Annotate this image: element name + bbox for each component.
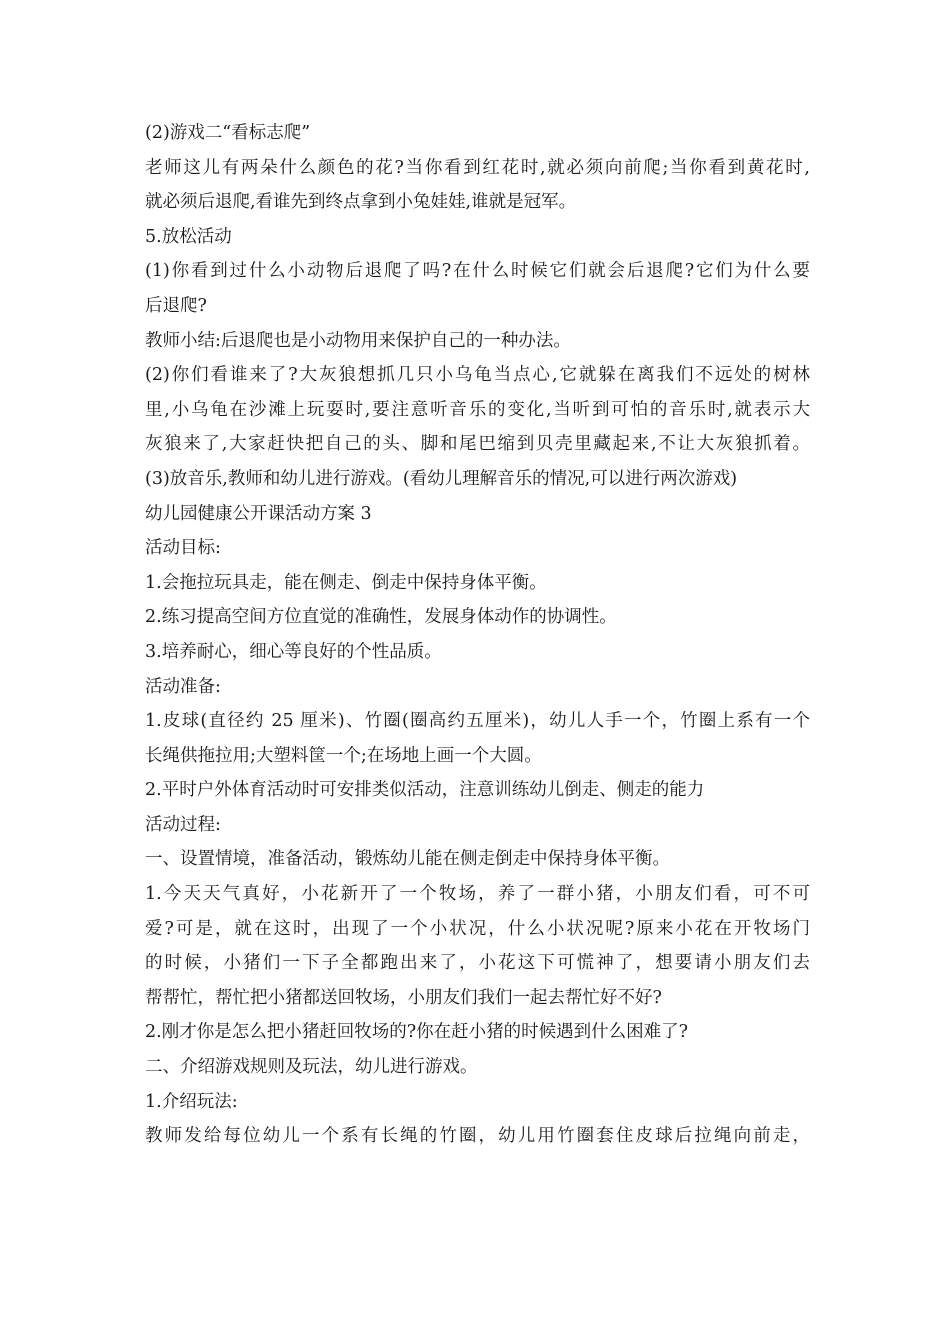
text-line: 老师这儿有两朵什么颜色的花?当你看到红花时,就必须向前爬;当你看到黄花时,: [145, 157, 810, 178]
text-line: 1.今天天气真好，小花新开了一个牧场，养了一群小猪，小朋友们看，可不可: [145, 884, 810, 905]
text-line: 二、介绍游戏规则及玩法，幼儿进行游戏。: [145, 1057, 478, 1078]
text-line: 帮帮忙，帮忙把小猪都送回牧场，小朋友们我们一起去帮忙好不好?: [145, 987, 662, 1008]
text-line: (1)你看到过什么小动物后退爬了吗?在什么时候它们就会后退爬?它们为什么要: [145, 261, 810, 282]
text-line: 2.刚才你是怎么把小猪赶回牧场的?你在赶小猪的时候遇到什么困难了?: [145, 1022, 688, 1043]
text-line: (3)放音乐,教师和幼儿进行游戏。(看幼儿理解音乐的情况,可以进行两次游戏): [145, 468, 738, 489]
section-heading: 活动过程:: [145, 814, 221, 835]
text-line: 就必须后退爬,看谁先到终点拿到小兔娃娃,谁就是冠军。: [145, 192, 577, 213]
section-heading: 5.放松活动: [145, 226, 232, 247]
section-heading: 活动目标:: [145, 538, 221, 559]
section-heading: 活动准备:: [145, 676, 221, 697]
text-line: 教师发给每位幼儿一个系有长绳的竹圈，幼儿用竹圈套住皮球后拉绳向前走，: [145, 1126, 810, 1147]
text-line: 1.介绍玩法:: [145, 1091, 238, 1112]
text-line: 2.练习提高空间方位直觉的准确性，发展身体动作的协调性。: [145, 607, 617, 628]
text-line: 长绳供拖拉用;大塑料筐一个;在场地上画一个大圆。: [145, 745, 542, 766]
text-line: 一、设置情境，准备活动，锻炼幼儿能在侧走倒走中保持身体平衡。: [145, 849, 670, 870]
text-line: 后退爬?: [145, 295, 207, 316]
text-line: (2)你们看谁来了?大灰狼想抓几只小乌龟当点心,它就躲在离我们不远处的树林: [145, 365, 810, 386]
plan-title: 幼儿园健康公开课活动方案 3: [145, 503, 372, 524]
document-body: [145, 116, 810, 1154]
text-line: 的时候，小猪们一下子全都跑出来了，小花这下可慌神了，想要请小朋友们去: [145, 953, 810, 974]
text-line: 灰狼来了,大家赶快把自己的头、脚和尾巴缩到贝壳里藏起来,不让大灰狼抓着。: [145, 434, 810, 455]
text-line: 2.平时户外体育活动时可安排类似活动，注意训练幼儿倒走、侧走的能力: [145, 780, 705, 801]
text-line: 里,小乌龟在沙滩上玩耍时,要注意听音乐的变化,当听到可怕的音乐时,就表示大: [145, 399, 810, 420]
text-line: 1.皮球(直径约 25 厘米)、竹圈(圈高约五厘米)，幼儿人手一个，竹圈上系有一个: [145, 711, 810, 732]
text-line: 1.会拖拉玩具走，能在侧走、倒走中保持身体平衡。: [145, 572, 547, 593]
text-line: 教师小结:后退爬也是小动物用来保护自己的一种办法。: [145, 330, 571, 351]
text-line: (2)游戏二“看标志爬”: [145, 123, 311, 143]
text-line: 爱?可是，就在这时，出现了一个小状况，什么小状况呢?原来小花在开牧场门: [145, 918, 810, 939]
text-line: 3.培养耐心，细心等良好的个性品质。: [145, 641, 442, 662]
